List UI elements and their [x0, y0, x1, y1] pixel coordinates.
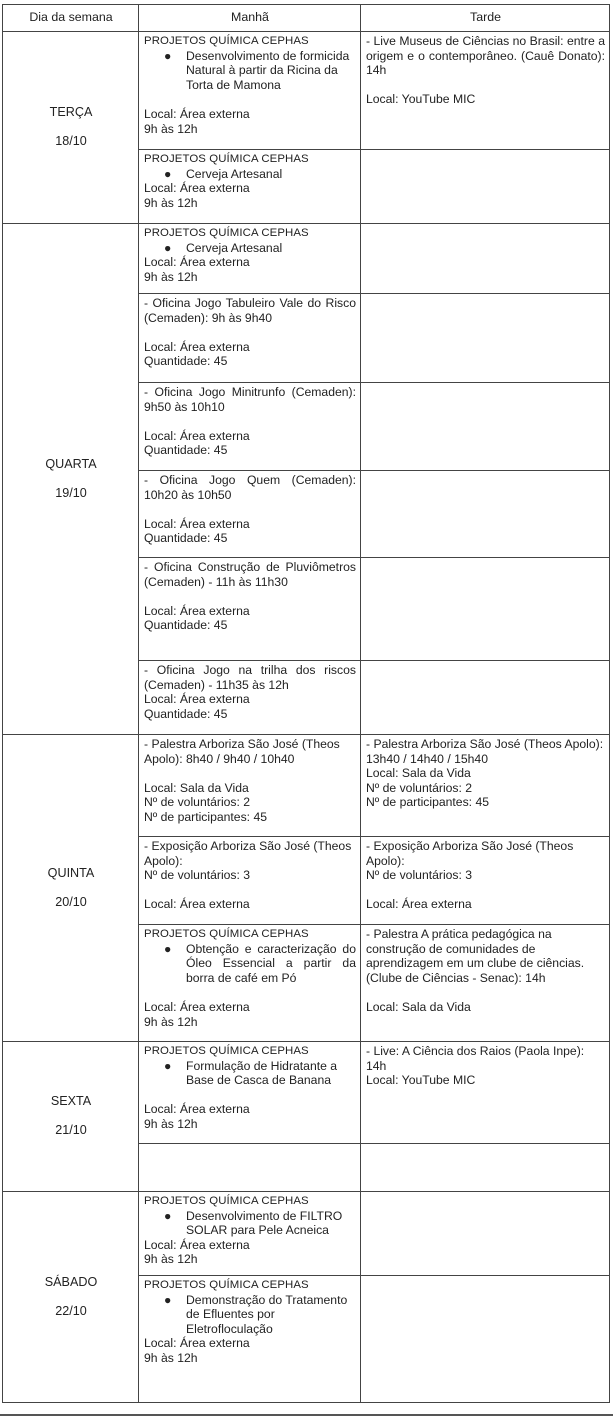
event-text: - Exposição Arboriza São José (Theos Apolo):	[366, 839, 574, 868]
table-row	[3, 224, 610, 294]
day-cell-thursday	[3, 735, 139, 1042]
day-cell-saturday	[3, 1192, 139, 1403]
day-date: 19/10	[55, 485, 87, 500]
time-text: 9h às 12h	[144, 121, 198, 136]
volunteers-text: Nº de voluntários: 3	[366, 868, 473, 883]
bullet-icon: ●	[164, 1058, 172, 1073]
day-name: SEXTA	[50, 1094, 92, 1109]
day-date: 21/10	[55, 1123, 87, 1137]
bullet-icon: ●	[164, 941, 172, 956]
event-text: - Oficina Jogo Minitrunfo (Cemaden): 9h50 às 10h10	[144, 385, 356, 414]
list-item-text: Demonstração do Tratamento de Efluentes por Eletrofloculação	[186, 1292, 348, 1336]
bullet-icon: ●	[164, 1292, 172, 1307]
morning-cell	[139, 925, 361, 1042]
afternoon-cell-empty	[361, 471, 610, 558]
list-item-text: Formulação de Hidratante a Base de Casca de Banana	[186, 1058, 338, 1088]
event-text: - Palestra A prática pedagógica na construção de comunidades de aprendizagem em um clube de ciências. (Clube de Ciências - Senac): 14h	[366, 927, 585, 985]
table-row	[3, 735, 610, 837]
project-title: PROJETOS QUÍMICA CEPHAS	[144, 1045, 309, 1057]
time-text: 9h às 12h	[144, 1116, 198, 1131]
header-day: Dia da semana	[3, 5, 139, 32]
afternoon-cell	[361, 32, 610, 150]
location-text: Local: Área externa	[144, 692, 250, 707]
morning-cell	[139, 837, 361, 925]
list-item-text: Desenvolvimento de formicida Natural à partir da Ricina da Torta de Mamona	[186, 48, 350, 92]
location-text: Local: Área externa	[144, 999, 250, 1014]
list-item-text: Cerveja Artesanal	[186, 166, 283, 181]
day-cell-friday	[3, 1042, 139, 1192]
afternoon-cell-empty	[361, 224, 610, 294]
afternoon-cell	[361, 1042, 610, 1144]
event-text: - Oficina Construção de Pluviômetros (Cemaden) - 11h às 11h30	[144, 560, 356, 589]
event-text: - Oficina Jogo Tabuleiro Vale do Risco (Cemaden): 9h às 9h40	[144, 296, 356, 325]
location-text: Local: Área externa	[144, 1336, 250, 1351]
morning-cell-empty	[139, 1144, 361, 1192]
morning-cell	[139, 1042, 361, 1144]
event-text: - Palestra Arboriza São José (Theos Apolo): 13h40 / 14h40 / 15h40	[366, 737, 604, 766]
morning-cell	[139, 471, 361, 558]
list-item	[144, 1059, 356, 1088]
bullet-icon: ●	[164, 48, 172, 63]
list-item	[144, 49, 356, 93]
afternoon-cell-empty	[361, 383, 610, 471]
bullet-icon: ●	[164, 240, 172, 255]
time-text: 9h às 12h	[144, 1350, 198, 1365]
list-item	[144, 1293, 356, 1337]
location-text: Local: Sala da Vida	[366, 999, 471, 1014]
time-text: 9h às 12h	[144, 269, 198, 284]
afternoon-cell	[361, 735, 610, 837]
project-title: PROJETOS QUÍMICA CEPHAS	[144, 153, 309, 165]
quantity-text: Quantidade: 45	[144, 706, 228, 721]
project-title: PROJETOS QUÍMICA CEPHAS	[144, 928, 309, 940]
location-text: Local: Sala da Vida	[366, 766, 471, 781]
location-text: Local: Sala da Vida	[144, 780, 249, 795]
location-text: Local: Área externa	[144, 255, 250, 270]
time-text: 9h às 12h	[144, 1252, 198, 1267]
day-cell-wednesday	[3, 224, 139, 735]
table-row	[3, 1042, 610, 1144]
volunteers-text: Nº de voluntários: 2	[144, 795, 251, 810]
morning-cell	[139, 224, 361, 294]
afternoon-cell-empty	[361, 661, 610, 735]
time-text: 9h às 12h	[144, 195, 198, 210]
afternoon-cell-empty	[361, 1144, 610, 1192]
list-item-text: Cerveja Artesanal	[186, 240, 283, 255]
schedule-table	[2, 4, 610, 1403]
table-row	[3, 32, 610, 150]
event-text: - Exposição Arboriza São José (Theos Apolo):	[144, 839, 352, 868]
project-title: PROJETOS QUÍMICA CEPHAS	[144, 1279, 309, 1291]
morning-cell	[139, 735, 361, 837]
location-text: Local: Área externa	[366, 897, 472, 912]
location-text: Local: Área externa	[144, 1237, 250, 1252]
quantity-text: Quantidade: 45	[144, 443, 228, 458]
morning-cell	[139, 558, 361, 661]
bottom-divider	[0, 1414, 613, 1416]
afternoon-cell	[361, 837, 610, 925]
afternoon-cell-empty	[361, 1192, 610, 1276]
list-item-text: Desenvolvimento de FILTRO SOLAR para Pele Acneica	[186, 1208, 343, 1238]
list-item	[144, 1209, 356, 1238]
day-name: TERÇA	[49, 105, 93, 120]
day-date: 20/10	[55, 894, 87, 909]
event-text: - Oficina Jogo na trilha dos riscos (Cemaden) - 11h35 às 12h	[144, 663, 356, 692]
header-morning: Manhã	[139, 5, 361, 32]
event-text: - Live: A Ciência dos Raios (Paola Inpe): 14h	[366, 1044, 585, 1073]
day-cell-tuesday	[3, 32, 139, 224]
list-item	[144, 241, 356, 256]
participants-text: Nº de participantes: 45	[366, 795, 490, 810]
location-text: Local: Área externa	[144, 1102, 250, 1117]
list-item-text: Obtenção e caracterização do Óleo Essencial a partir da borra de café em Pó	[186, 941, 356, 985]
header-row	[3, 5, 610, 32]
location-text: Local: Área externa	[144, 428, 250, 443]
bullet-icon: ●	[164, 1208, 172, 1223]
location-text: Local: Área externa	[144, 516, 250, 531]
location-text: Local: YouTube MIC	[366, 1073, 476, 1088]
header-afternoon: Tarde	[361, 5, 610, 32]
day-name: QUINTA	[47, 865, 95, 880]
location-text: Local: Área externa	[144, 181, 250, 196]
quantity-text: Quantidade: 45	[144, 618, 228, 633]
afternoon-cell-empty	[361, 1276, 610, 1403]
afternoon-cell	[361, 925, 610, 1042]
list-item	[144, 167, 356, 182]
time-text: 9h às 12h	[144, 1014, 198, 1029]
morning-cell	[139, 32, 361, 150]
afternoon-cell-empty	[361, 294, 610, 383]
day-name: QUARTA	[45, 456, 97, 471]
location-text: Local: Área externa	[144, 897, 250, 912]
project-title: PROJETOS QUÍMICA CEPHAS	[144, 1195, 309, 1207]
morning-cell	[139, 1192, 361, 1276]
bullet-icon: ●	[164, 166, 172, 181]
day-name: SÁBADO	[44, 1274, 98, 1289]
participants-text: Nº de participantes: 45	[144, 809, 268, 824]
location-text: Local: Área externa	[144, 339, 250, 354]
volunteers-text: Nº de voluntários: 2	[366, 780, 473, 795]
morning-cell	[139, 383, 361, 471]
event-text: - Live Museus de Ciências no Brasil: entre a origem e o contemporâneo. (Cauê Donato): 14h	[366, 34, 605, 78]
afternoon-cell-empty	[361, 150, 610, 224]
location-text: Local: Área externa	[144, 603, 250, 618]
afternoon-cell-empty	[361, 558, 610, 661]
morning-cell	[139, 661, 361, 735]
day-date: 22/10	[55, 1303, 87, 1318]
day-date: 18/10	[55, 134, 87, 148]
morning-cell	[139, 150, 361, 224]
event-text: - Oficina Jogo Quem (Cemaden): 10h20 às 10h50	[144, 473, 356, 502]
morning-cell	[139, 294, 361, 383]
event-text: - Palestra Arboriza São José (Theos Apolo): 8h40 / 9h40 / 10h40	[144, 737, 340, 766]
morning-cell	[139, 1276, 361, 1403]
quantity-text: Quantidade: 45	[144, 531, 228, 546]
table-row	[3, 1192, 610, 1276]
location-text: Local: Área externa	[144, 106, 250, 121]
quantity-text: Quantidade: 45	[144, 354, 228, 369]
list-item	[144, 942, 356, 986]
project-title: PROJETOS QUÍMICA CEPHAS	[144, 35, 309, 47]
volunteers-text: Nº de voluntários: 3	[144, 868, 251, 883]
location-text: Local: YouTube MIC	[366, 92, 476, 107]
project-title: PROJETOS QUÍMICA CEPHAS	[144, 227, 309, 239]
